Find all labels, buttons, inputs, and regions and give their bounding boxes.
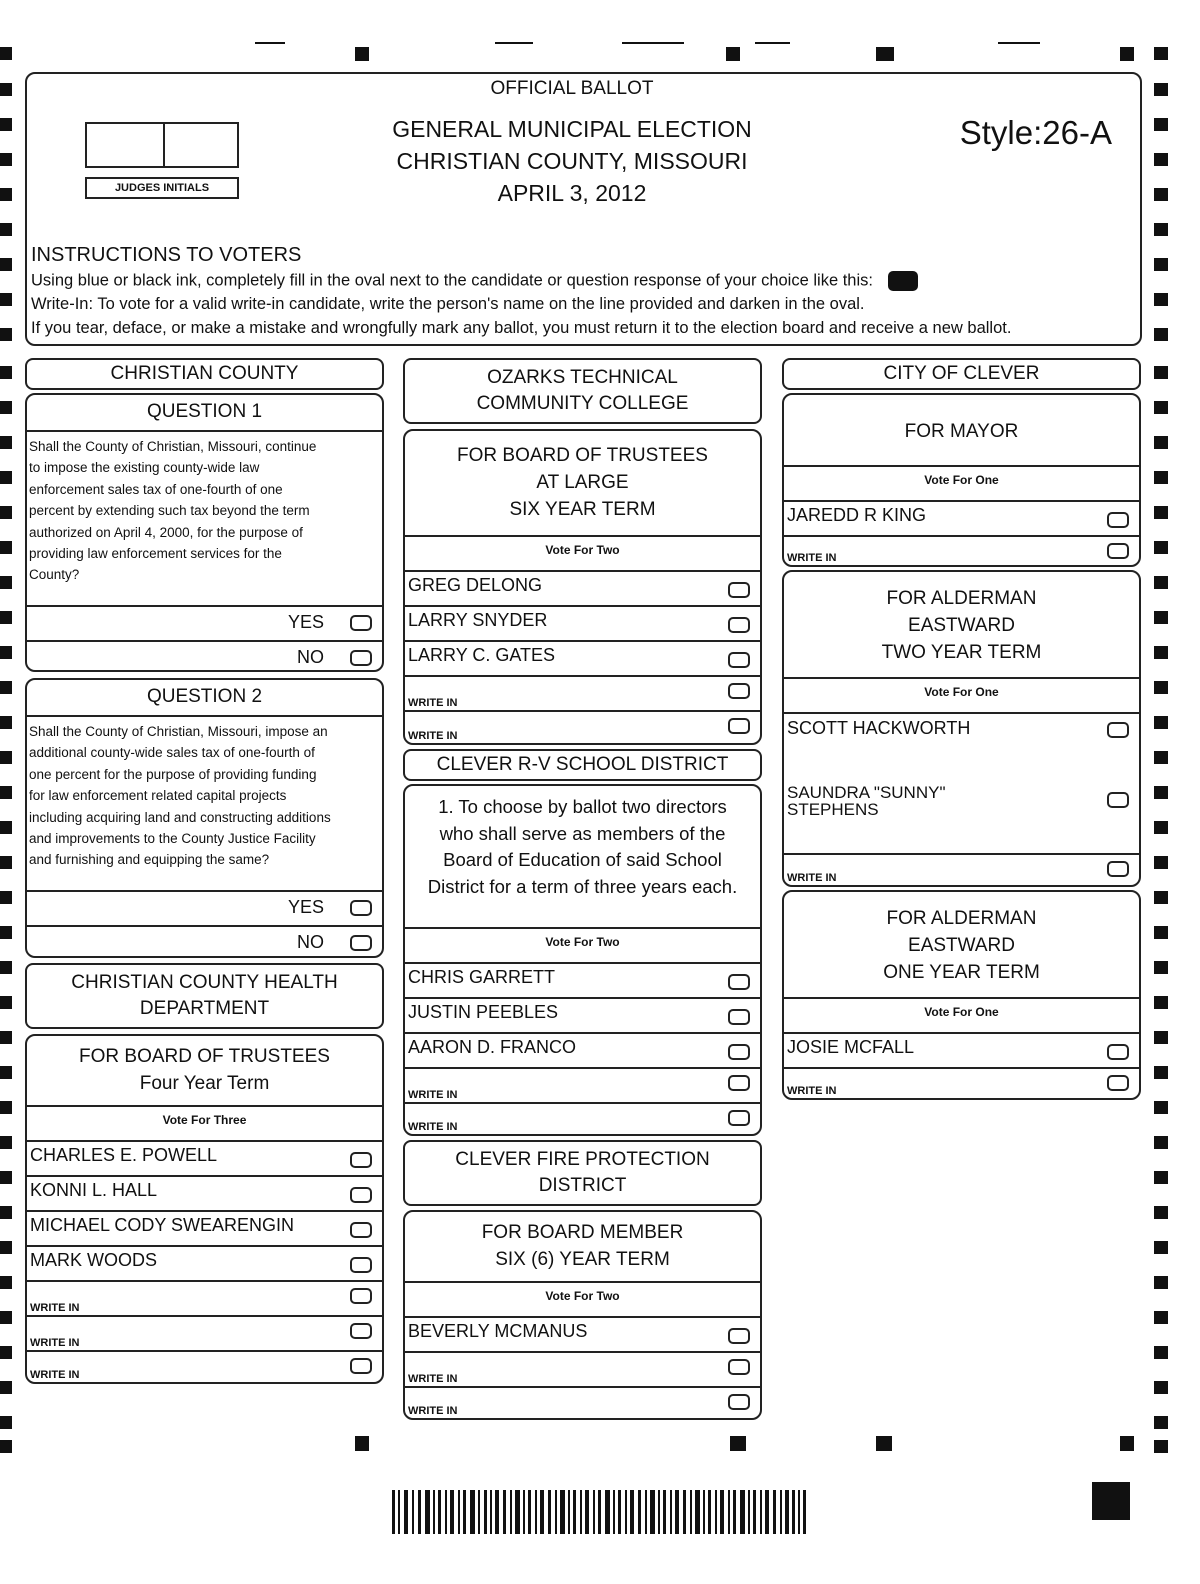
fire-board-section [403,1210,762,1420]
health-department-header [25,963,384,1029]
candidate-name: LARRY C. GATES [408,645,556,665]
fire-district-title-line1: CLEVER FIRE PROTECTION [455,1149,710,1170]
write-in-label: WRITE IN [787,552,837,564]
filled-oval-example [888,271,918,291]
candidate-row [405,1034,760,1069]
candidate-oval[interactable] [1107,1044,1129,1060]
candidate-oval[interactable] [1107,792,1129,808]
mayor-section [782,393,1141,567]
alderman-two-year-section [782,570,1141,887]
otc-vote-for: Vote For Two [545,543,620,557]
alderman-two-year-title-line3: TWO YEAR TERM [881,642,1042,663]
write-in-label: WRITE IN [408,1405,458,1417]
otc-trustees-title-line3: SIX YEAR TERM [509,499,656,520]
county-title: CHRISTIAN COUNTY, MISSOURI [396,148,748,174]
judges-initials-box [85,122,239,168]
election-date: APRIL 3, 2012 [497,180,647,206]
write-in-oval[interactable] [1107,543,1129,559]
write-in-oval[interactable] [350,1323,372,1339]
write-in-row[interactable] [405,1069,760,1104]
candidate-name: SAUNDRA "SUNNY" STEPHENS [787,783,946,819]
candidate-name: JAREDD R KING [787,505,927,525]
ballot-header [25,72,1142,346]
candidate-name: BEVERLY MCMANUS [408,1321,588,1341]
health-trustees-section [25,1034,384,1384]
alderman-one-year-title-line2: EASTWARD [908,935,1015,956]
question-1-yes-label: YES [287,612,324,632]
candidate-oval[interactable] [350,1152,372,1168]
candidate-name: LARRY SNYDER [408,610,548,630]
instructions-title: INSTRUCTIONS TO VOTERS [31,244,302,266]
health-trustees-vote-for: Vote For Three [162,1113,247,1127]
candidate-name: AARON D. FRANCO [408,1037,577,1057]
question-1-yes-oval[interactable] [350,615,372,631]
health-department-title-line2: DEPARTMENT [139,998,270,1019]
candidate-oval[interactable] [728,617,750,633]
write-in-label: WRITE IN [408,697,458,709]
candidate-name: KONNI L. HALL [30,1180,158,1200]
write-in-oval[interactable] [728,1110,750,1126]
candidate-oval[interactable] [728,1328,750,1344]
write-in-label: WRITE IN [30,1369,80,1381]
candidate-row [405,999,760,1034]
candidate-row [784,1034,1139,1069]
write-in-label: WRITE IN [787,872,837,884]
otc-title-line1: OZARKS TECHNICAL [487,367,678,388]
question-2-yes-oval[interactable] [350,900,372,916]
write-in-label: WRITE IN [408,730,458,742]
write-in-label: WRITE IN [787,1085,837,1097]
question-2-no-oval[interactable] [350,935,372,951]
write-in-row[interactable] [405,1104,760,1134]
candidate-oval[interactable] [350,1222,372,1238]
candidate-row [27,1247,382,1282]
write-in-label: WRITE IN [408,1121,458,1133]
school-district-header [403,749,762,781]
candidate-row [405,607,760,642]
candidate-oval[interactable] [728,1044,750,1060]
question-2-title: QUESTION 2 [146,686,263,707]
write-in-oval[interactable] [728,718,750,734]
write-in-oval[interactable] [350,1288,372,1304]
health-trustees-title-line1: FOR BOARD OF TRUSTEES [79,1046,330,1067]
write-in-row[interactable] [405,1388,760,1418]
candidate-name: GREG DELONG [408,575,543,595]
candidate-name: MICHAEL CODY SWEARENGIN [30,1215,295,1235]
candidate-row [405,642,760,677]
alderman-two-year-vote-for: Vote For One [924,685,999,699]
city-of-clever-header [782,358,1141,390]
candidate-name: CHARLES E. POWELL [30,1145,218,1165]
alderman-one-year-title-line3: ONE YEAR TERM [883,962,1040,983]
question-1-no-oval[interactable] [350,650,372,666]
alderman-two-year-title-line2: EASTWARD [908,615,1015,636]
election-title: GENERAL MUNICIPAL ELECTION [392,116,752,142]
otc-header [403,358,762,424]
candidate-oval[interactable] [728,652,750,668]
candidate-row [27,1177,382,1212]
candidate-name: JUSTIN PEEBLES [408,1002,559,1022]
health-department-title-line1: CHRISTIAN COUNTY HEALTH [71,972,338,993]
candidate-oval[interactable] [350,1257,372,1273]
candidate-oval[interactable] [1107,722,1129,738]
christian-county-title: CHRISTIAN COUNTY [110,363,299,384]
fire-vote-for: Vote For Two [545,1289,620,1303]
otc-title-line2: COMMUNITY COLLEGE [476,393,689,414]
candidate-row [27,1212,382,1247]
candidate-row [784,714,1139,780]
write-in-row[interactable] [784,1069,1139,1098]
question-1-no-label: NO [297,647,324,667]
candidate-oval[interactable] [728,582,750,598]
write-in-label: WRITE IN [408,1089,458,1101]
judges-initials-label: JUDGES INITIALS [85,177,239,199]
school-district-title: CLEVER R-V SCHOOL DISTRICT [436,754,729,775]
candidate-row [784,502,1139,537]
question-2-section [25,678,384,958]
write-in-label: WRITE IN [30,1337,80,1349]
write-in-oval[interactable] [350,1358,372,1374]
candidate-row [405,572,760,607]
school-directors-text: 1. To choose by ballot two directors who shall serve as members of the Board of Education of said School District for a term of three years each. [427,796,738,897]
write-in-row[interactable] [784,855,1139,885]
alderman-two-year-title-line1: FOR ALDERMAN [886,588,1037,609]
write-in-row[interactable] [27,1282,382,1317]
health-trustees-title-line2: Four Year Term [139,1073,270,1094]
write-in-label: WRITE IN [408,1373,458,1385]
candidate-name: JOSIE MCFALL [787,1037,915,1057]
candidate-name: SCOTT HACKWORTH [787,718,971,738]
school-directors-section [403,784,762,1136]
write-in-oval[interactable] [728,1394,750,1410]
christian-county-header [25,358,384,390]
fire-board-title-line2: SIX (6) YEAR TERM [495,1249,670,1270]
city-of-clever-title: CITY OF CLEVER [883,363,1040,384]
mayor-vote-for: Vote For One [924,473,999,487]
question-2-text: Shall the County of Christian, Missouri, impose an additional county-wide sales tax of one-fourth of one percent for the purpose of providing funding for law enforcement related capital projects including acquiring land and constructing additions and improvements to the County Justice Facility and furnishing and equipping the same? [29,724,331,868]
question-1-text: Shall the County of Christian, Missouri, continue to impose the existing county-wide law enforcement sales tax of one-fourth of one percent by extending such tax beyond the term authorized on April 4, 2000, for the purpose of providing law enforcement services for the County? [29,439,317,583]
candidate-oval[interactable] [728,1009,750,1025]
candidate-row [784,780,1139,855]
write-in-oval[interactable] [728,1359,750,1375]
instructions-line3: If you tear, deface, or make a mistake and wrongfully mark any ballot, you must return it to the election board and receive a new ballot. [31,319,1012,337]
fire-board-title-line1: FOR BOARD MEMBER [481,1222,684,1243]
otc-trustees-title-line1: FOR BOARD OF TRUSTEES [457,445,708,466]
candidate-oval[interactable] [728,974,750,990]
write-in-oval[interactable] [1107,1075,1129,1091]
write-in-oval[interactable] [1107,861,1129,877]
candidate-name: MARK WOODS [30,1250,158,1270]
otc-trustees-section [403,429,762,745]
school-vote-for: Vote For Two [545,935,620,949]
question-1-title: QUESTION 1 [146,401,263,422]
question-1-section [25,393,384,672]
alderman-one-year-section [782,890,1141,1100]
write-in-label: WRITE IN [30,1302,80,1314]
write-in-row[interactable] [27,1317,382,1352]
write-in-row[interactable] [405,677,760,712]
ballot-style: Style:26-A [959,114,1112,151]
candidate-name: CHRIS GARRETT [408,967,556,987]
question-2-no-label: NO [297,932,324,952]
alderman-one-year-title-line1: FOR ALDERMAN [886,908,1037,929]
instructions-line1 [31,271,918,291]
write-in-row[interactable] [27,1352,382,1382]
alderman-one-year-vote-for: Vote For One [924,1005,999,1019]
fire-district-header [403,1140,762,1206]
candidate-row [27,1142,382,1177]
instructions-line2: Write-In: To vote for a valid write-in candidate, write the person's name on the line provided and darken in the oval. [31,295,865,313]
fire-district-title-line2: DISTRICT [538,1175,627,1196]
write-in-oval[interactable] [728,683,750,699]
write-in-oval[interactable] [728,1075,750,1091]
write-in-row[interactable] [405,1353,760,1388]
candidate-oval[interactable] [1107,512,1129,528]
write-in-row[interactable] [405,712,760,743]
candidate-row [405,1318,760,1353]
otc-trustees-title-line2: AT LARGE [536,472,629,493]
mayor-title: FOR MAYOR [904,421,1019,442]
question-2-yes-label: YES [287,897,324,917]
instructions-line1-text: Using blue or black ink, completely fill in the oval next to the candidate or question response of your choice like this: [31,271,873,290]
official-ballot-label: OFFICIAL BALLOT [490,78,654,99]
write-in-row[interactable] [784,537,1139,565]
candidate-oval[interactable] [350,1187,372,1203]
candidate-row [405,964,760,999]
